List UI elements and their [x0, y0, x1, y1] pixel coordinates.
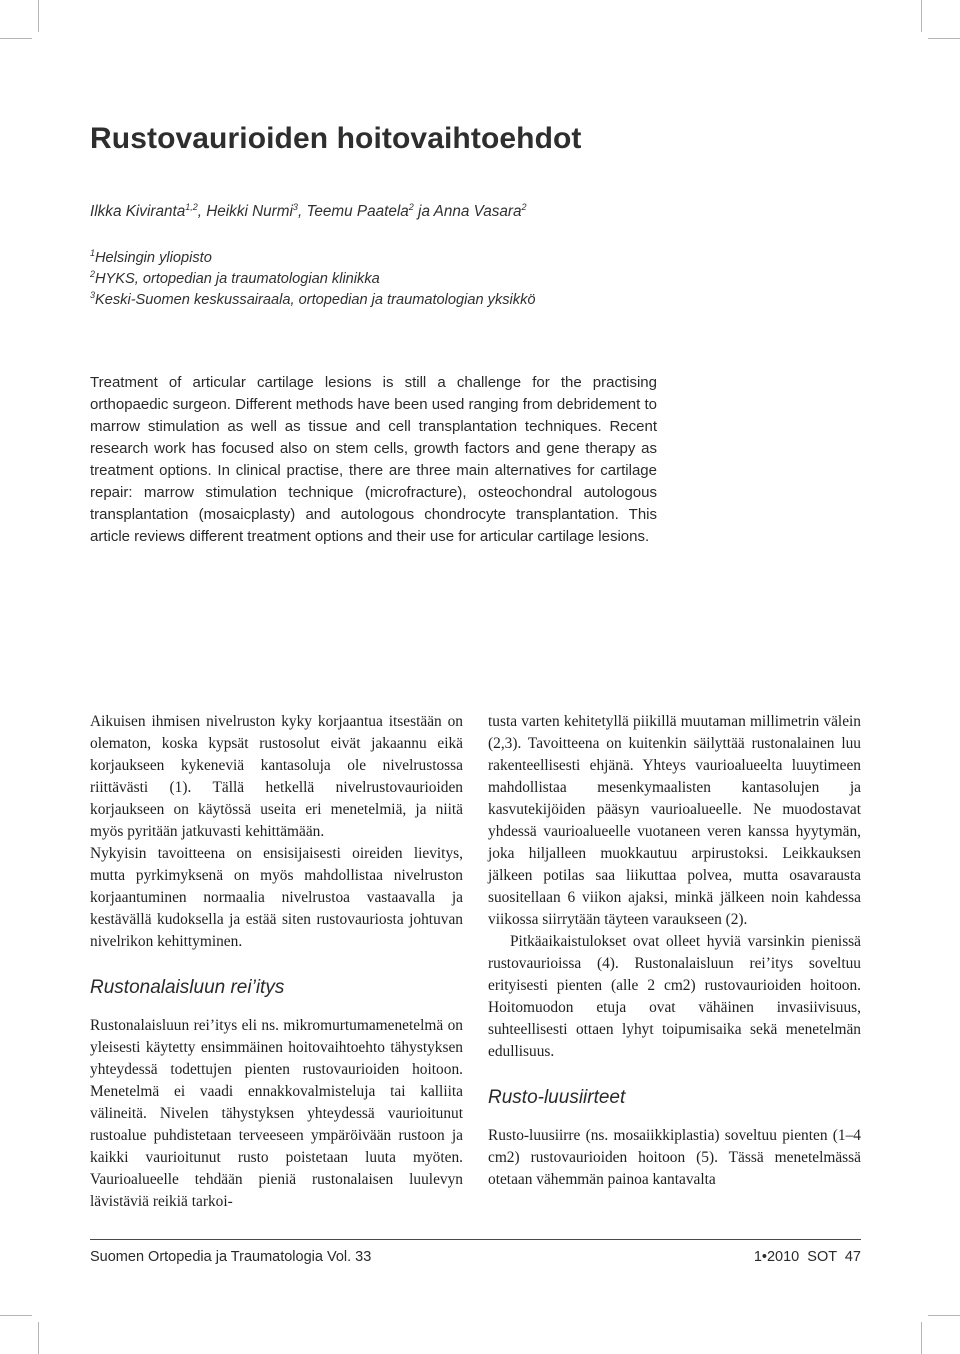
author-separator: , [197, 203, 207, 220]
body-column-left [90, 711, 463, 1213]
affiliation-number: 1 [90, 248, 96, 258]
author-affiliation-ref: 2 [521, 202, 527, 212]
section-heading: Rustonalaisluun rei’itys [90, 977, 285, 998]
author-affiliation-ref: 2 [408, 202, 414, 212]
section-heading: Rusto-luusiirteet [488, 1087, 626, 1108]
author-affiliation-ref: 3 [292, 202, 298, 212]
affiliation-item [90, 290, 870, 311]
article-title: Rustovaurioiden hoitovaihtoehdot [90, 122, 582, 155]
crop-mark-bottom-left-h [0, 1315, 32, 1316]
affiliation-text: Helsingin yliopisto [95, 250, 212, 266]
footer-journal-name: Suomen Ortopedia ja Traumatologia Vol. 33 [90, 1249, 372, 1265]
body-column-right [488, 711, 861, 1191]
abstract: Treatment of articular cartilage lesions is still a challenge for the practising orthopaedic surgeon. Different methods have been used ranging from debridement to marrow stimulation as well as tissue and cell transplantation techniques. Recent research work has focused also on stem cells, growth factors and gene therapy as treatment options. In clinical practise, there are three main alternatives for cartilage repair: marrow stimulation technique (microfracture), osteochondral autologous transplantation (mosaicplasty) and autologous chondrocyte transplantation. This article reviews different treatment options and their use for articular cartilage lesions. [90, 374, 657, 545]
body-paragraph: tusta varten kehitetyllä piikillä muutaman millimetrin välein (2,3). Tavoitteena on kuitenkin säilyttää rustonalainen luu rakenteellisesti ehjänä. Yhteys vaurioalueelta luuytimeen mahdollistaa mesenkymaalisten kantasolujen ja kasvutekijöiden pääsyn vaurioalueelle. Ne muodostavat yhdessä vaurioalueelle vuotaneen veren kanssa hyytymän, joka hiljalleen muokkautuu arpirustoksi. Leikkauksen jälkeen potilas saa liikuttaa polvea, mutta osavarausta suositellaan 6 viikon ajaksi, minkä jälkeen noin kahdessa viikossa siirrytään täyteen varaukseen (2). [488, 713, 861, 928]
crop-mark-bottom-right-h [928, 1315, 960, 1316]
body-paragraph: Pitkäaikaistulokset ovat olleet hyviä varsinkin pienissä rustovaurioissa (4). Rustonalaisluun rei’itys soveltuu erityisesti pienten (alle 2 cm2) rustovaurioiden hoitoon. Hoitomuodon etuja ovat vähäinen invasiivisuus, suhteellisesti ottaen lyhyt toipumisaika sekä menetelmän edullisuus. [488, 933, 861, 1060]
author-name: Anna Vasara [433, 203, 522, 220]
crop-mark-top-right [921, 0, 922, 32]
author-separator: ja [413, 203, 434, 220]
affiliation-number: 3 [90, 290, 96, 300]
crop-mark-top-left [38, 0, 39, 32]
affiliation-item [90, 269, 870, 290]
body-paragraph: Nykyisin tavoitteena on ensisijaisesti oireiden lievitys, mutta pyrkimyksenä on myös mahdollistaa nivelruston korjaantuminen normaalia nivelrustoa vastaavalla ja kestävällä kudoksella ja estää siten rustovauriosta johtuvan nivelrikon kehittyminen. [90, 845, 463, 950]
affiliation-text: HYKS, ortopedian ja traumatologian klinikka [95, 271, 380, 287]
author-separator: , [297, 203, 307, 220]
crop-mark-top-left-h [0, 38, 32, 39]
crop-mark-bottom-right [921, 1322, 922, 1354]
author-name: Ilkka Kiviranta [90, 203, 186, 220]
author-name: Teemu Paatela [306, 203, 409, 220]
crop-mark-bottom-left [38, 1322, 39, 1354]
crop-mark-top-right-h [928, 38, 960, 39]
body-paragraph: Rustonalaisluun rei’itys eli ns. mikromurtumamenetelmä on yleisesti käytetty ensimmäinen hoitovaihtoehto tähystyksen yhteydessä todettujen pienten rustovaurioiden hoitoon. Menetelmä ei vaadi ennakkovalmisteluja tai kalliita välineitä. Nivelen tähystyksen yhteydessä vaurioitunut rustoalue puhdistetaan terveeseen ympäröivään rustoon ja kaikki vaurioitunut rusto poistetaan luuta myöten. Vaurioalueelle tehdään pieniä rustonalaisen luulevyn lävistäviä reikiä tarkoi- [90, 1017, 463, 1210]
body-paragraph: Rusto-luusiirre (ns. mosaiikkiplastia) soveltuu pienten (1–4 cm2) rustovaurioiden hoitoon (5). Tässä menetelmässä otetaan vähemmän painoa kantavalta [488, 1127, 861, 1188]
author-affiliation-ref: 1,2 [185, 202, 198, 212]
body-paragraph: Aikuisen ihmisen nivelruston kyky korjaantua itsestään on olematon, koska kypsät rustosolut eivät jakaannu eikä korjaukseen kykeneviä kantasoluja ole nivelrustossa riittävästi (1). Tällä hetkellä nivelrustovaurioiden korjaukseen on käytössä useita eri menetelmiä, ja niitä myös pyritään jatkuvasti kehittämään. [90, 713, 463, 840]
affiliation-number: 2 [90, 269, 96, 279]
footer-divider [90, 1239, 861, 1240]
affiliation-list [90, 248, 870, 311]
author-name: Heikki Nurmi [206, 203, 293, 220]
affiliation-item [90, 248, 870, 269]
author-list [90, 203, 870, 221]
footer-issue-page: 1•2010 SOT 47 [753, 1249, 861, 1265]
affiliation-text: Keski-Suomen keskussairaala, ortopedian ja traumatologian yksikkö [95, 292, 536, 308]
